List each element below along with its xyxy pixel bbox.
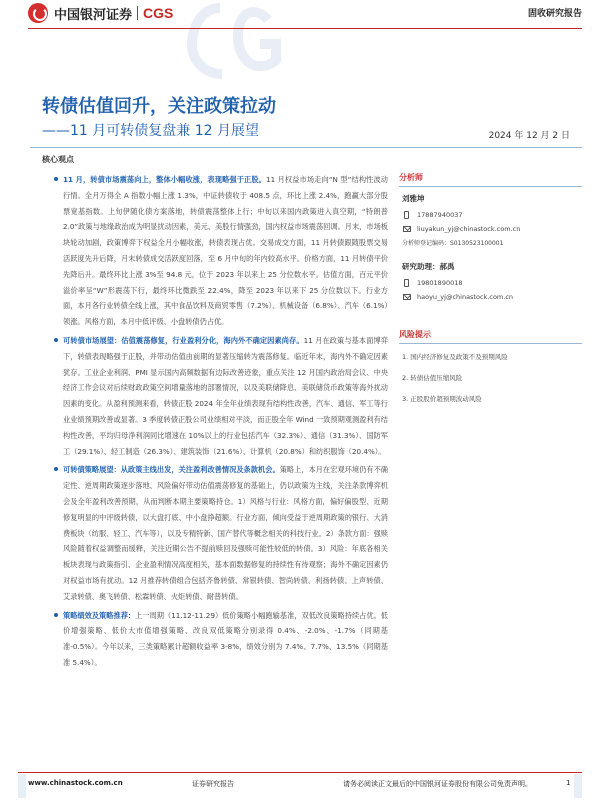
logo-mark-icon	[28, 3, 48, 23]
footer-divider	[18, 772, 582, 773]
assistant-email[interactable]: haoyu_yj@chinastock.com.cn	[417, 292, 514, 301]
paragraph-strategy-outlook	[63, 462, 388, 604]
main-content	[63, 172, 388, 674]
bullet-icon	[54, 467, 58, 471]
footer-disclaimer: 请务必阅读正文最后的中国银河证券股份有限公司免责声明。	[343, 780, 532, 788]
analyst-email[interactable]: liuyakun_yj@chinastock.com.cn	[417, 224, 521, 233]
paragraph-lead: 可转债市场展望：估值震荡修复，行业盈利分化，海内外不确定因素尚存。	[63, 335, 304, 345]
report-type-label: 固收研究报告	[527, 9, 582, 19]
logo-text-cn: 中国银河证券	[54, 7, 133, 23]
risk-item: 1. 国内经济修复及政策不及预期风险	[402, 353, 508, 361]
analyst-phone-row	[402, 210, 582, 219]
analyst-name: 刘雅坤	[402, 194, 425, 203]
footer-url[interactable]: www.chinastock.com.cn	[28, 779, 123, 787]
bullet-icon	[54, 177, 58, 181]
report-subtitle: ——11 月可转债复盘兼 12 月展望	[42, 123, 259, 139]
assistant-phone-row	[402, 278, 582, 287]
core-view-heading: 核心观点	[42, 155, 74, 164]
paragraph-body: 上一周期（11.12-11.29）低价策略小幅跑输基准，双低改良策略持续占优。低价增强策略、低价大市值增强策略、改良双低策略分别录得 0.4%、-2.0%、-1.7%（同期基准-0.5%）。今年以来，三类策略累计超额收益率 3-8%，绩效分别为 7.4%、7.7%、13.5%（同期基准 5.4%）。	[63, 610, 388, 667]
logo-separator	[137, 6, 138, 20]
paragraph-body: 策略上，本月在宏观环境仍有不确定性、逆周期政策逐步落地、风险偏好带动估值震荡修复的基础上，仍以政策为主线，关注条款博弈机会及全年盈利改善预期，从而判断本期主要策略持仓。1）风格与行业：风格方面，偏好偏股型、近期修复明显的中评级转债，以大盘打底、中小盘挣超额。行业方面，倾向受益于逆周期政策的银行、大消费板块（纺服、轻工、汽车等），以及专精特新、国产替代等概念相关的科技行业。2）条款方面：强赎风险随着权益调整而缓释，关注近期公告不提前赎回及强赎可能性较低的转债。3）风险：年底各相关板块表现与政策指引、企业盈利情况高度相关，基本面数据修复的持续性有待观察；海外不确定因素仍对权益市场有扰动。12 月推荐转债组合包括齐鲁转债、常银转债、智尚转债、利扬转债、上声转债、艾录转债、奥飞转债、松霖转债、火炬转债、耐普转债。	[63, 465, 388, 601]
footer-right-bar	[574, 774, 582, 798]
paragraph-strategy-performance	[63, 608, 388, 671]
paragraph-lead: 可转债策略展望：从政策主线出发，关注盈利改善情况及条款机会。	[63, 465, 280, 475]
paragraph-market-outlook	[63, 333, 388, 459]
paragraph-lead: 11 月，转债市场震荡向上，整体小幅收涨，表现略强于正股。	[63, 175, 266, 184]
cgs-watermark-icon	[180, 0, 310, 80]
assistant-label: 研究助理：	[402, 262, 440, 271]
sidebar	[399, 172, 582, 415]
mail-icon	[402, 292, 411, 301]
paragraph-body: 11 月在政策与基本面博弈下，转债表现略强于正股，并带动估值由前期的显著压缩转为震荡修复。临近年末，海内外不确定因素犹存。工业企业利润、PMI 显示国内高频数据有边际改善迹象，重点关注 12 月国内政治局会议、中央经济工作会议对后续财政政策空间增量落地的部署情况，以及美联储降息、美联储货币政策等海外扰动因素的变化。从盈利预测来看，转债正股 2024 年全年业绩表现有结构性改善，汽车、通信、军工等行业业绩预期改善或显著。3 季度转债正股公司业绩相对平淡，而正股全年 Wind 一致预期观测盈利有结构性改善，平均归母净利润同比增速在 10%以上的行业包括汽车（32.3%）、通信（31.3%）、国防军工（29.1%）、轻工制造（26.3%）、建筑装饰（21.6%）、计算机（20.8%）和纺织服饰（20.4%）。	[63, 335, 388, 456]
report-date: 2024 年 12 月 2 日	[488, 131, 570, 141]
risk-heading: 风险提示	[399, 329, 582, 344]
company-logo	[28, 2, 173, 24]
bullet-icon	[54, 338, 58, 342]
risk-item: 3. 正股股价超预期波动风险	[402, 395, 482, 403]
page-number: 1	[566, 779, 571, 787]
risk-item: 2. 转债估值压缩风险	[402, 374, 463, 382]
report-title: 转债估值回升，关注政策拉动	[42, 96, 276, 117]
mail-icon	[402, 224, 411, 233]
analyst-email-row	[402, 224, 582, 233]
bullet-icon	[54, 613, 58, 617]
assistant-phone: 19801890018	[417, 278, 463, 287]
assistant-email-row	[402, 292, 582, 301]
logo-text-en: CGS	[143, 5, 174, 21]
phone-icon	[402, 210, 411, 219]
assistant-heading	[402, 261, 582, 272]
phone-icon	[402, 278, 411, 287]
paragraph-market-review	[63, 172, 388, 330]
analyst-registration: 分析师登记编码：S0130523100001	[402, 240, 504, 247]
analyst-phone: 17887940037	[417, 210, 463, 219]
footer-left-bar	[18, 774, 26, 798]
assistant-name: 郝禹	[439, 262, 455, 271]
title-divider	[30, 147, 582, 148]
header-divider	[28, 28, 582, 29]
analyst-heading: 分析师	[399, 172, 582, 187]
paragraph-lead: 策略绩效及策略推荐：	[63, 610, 136, 620]
paragraph-body: 11 月权益市场走向“N 型”结构性波动行情。全月万得全 A 指数小幅上涨 1.3%，中证转债收于 408.5 点，环比上涨 2.4%，跑赢大部分股票宽基指数。上旬伊随化债方案落地，转债震荡整体上行；中旬以来国内政策进入真空期，“特朗普 2.0”政策与地缘政治成为明显扰动因素，美元、美股行情强劲，国内权益市场震荡回调。月末，市场板块轮动加剧，政策博弈下权益全月小幅收涨，转债表现占优。交易成交方面，11 月转债跟随股票交易活跃度先升后降，月末转债成交活跃度回落，至 6 月中旬的年内较高水平。价格方面，11 月转债平价先降后升。最终环比上涨 3%至 94.8 元，位于 2023 年以来上 25 分位数水平。估值方面，百元平价溢价率呈“W”形震荡下行，最终环比微跌至 22.4%，降至 2023 年以来下 25 分位数以下。行业方面，本月各行业转债全线上涨，其中食品饮料及商贸零售（7.2%）、机械设备（6.8%）、汽车（6.1%）领涨。风格方面，本月中低评级、小盘转债仍占优。	[63, 175, 388, 327]
footer-doc-type: 证券研究报告	[192, 780, 234, 788]
